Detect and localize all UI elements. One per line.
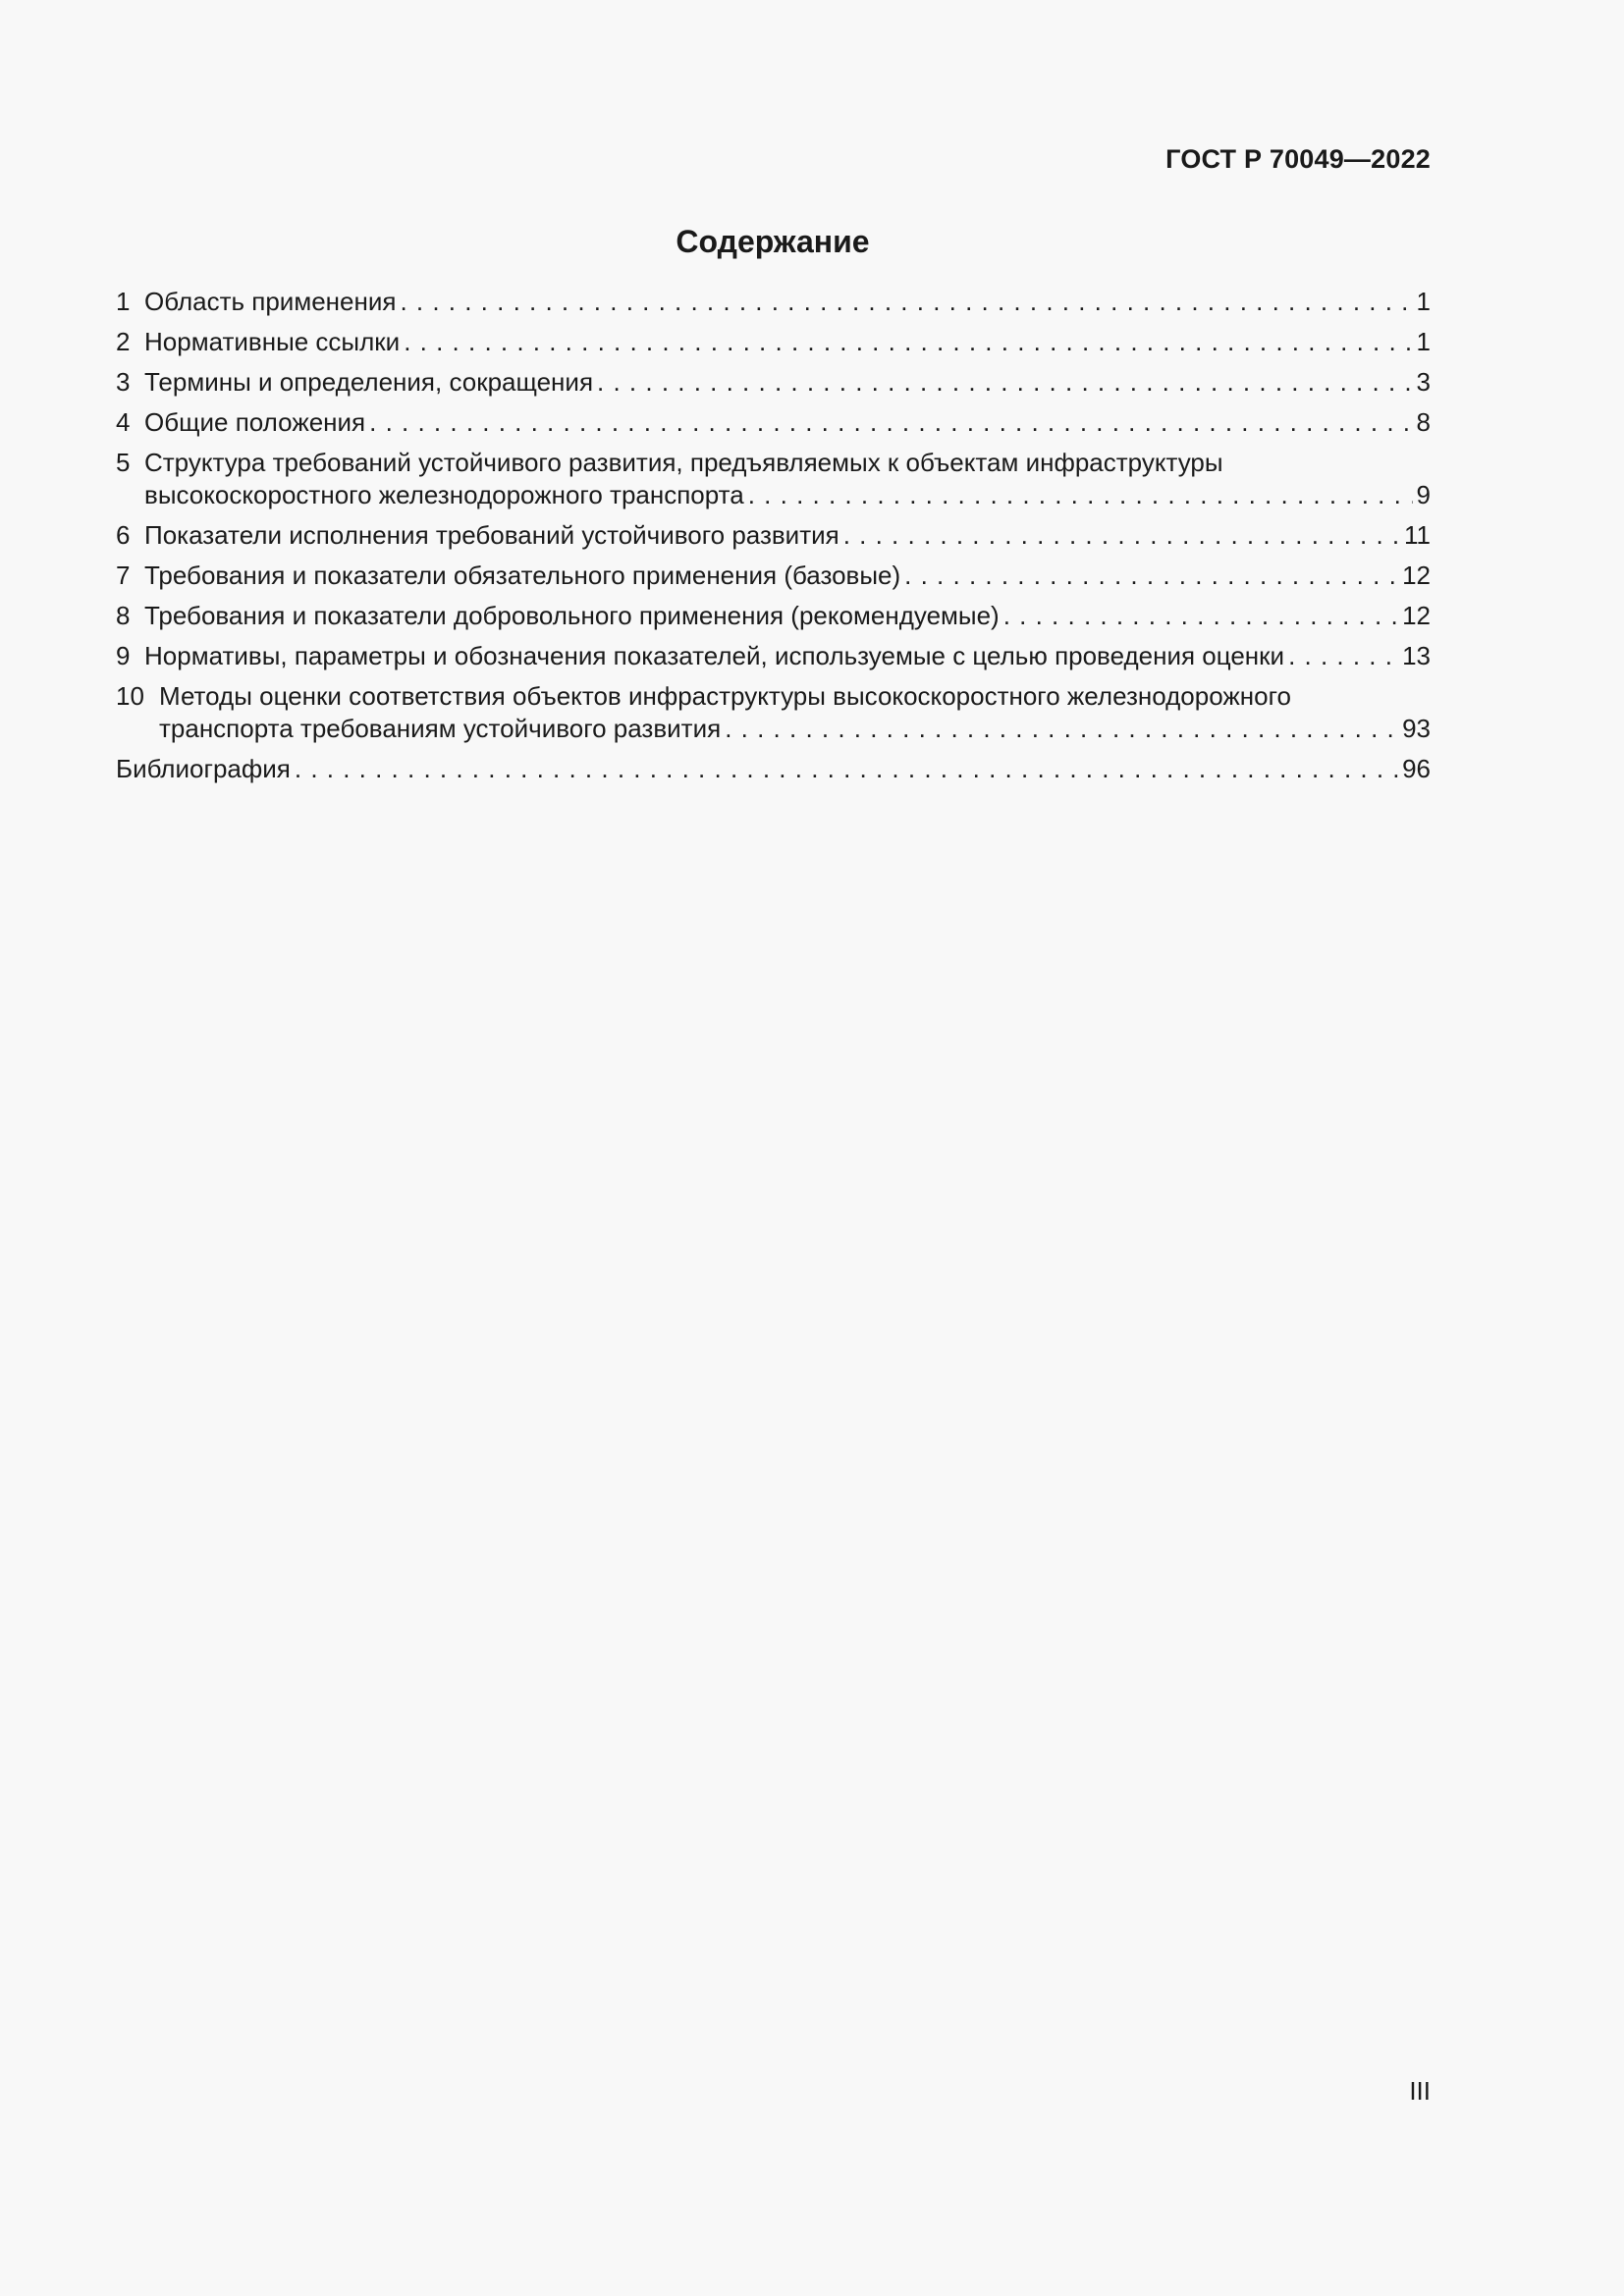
toc-entry[interactable] — [116, 680, 1431, 745]
dot-leader — [400, 286, 1412, 318]
table-of-contents — [116, 286, 1431, 793]
toc-entry-number: 3 — [116, 367, 131, 397]
toc-entry-page: 1 — [1416, 327, 1431, 356]
toc-title: Содержание — [676, 224, 870, 259]
toc-entry[interactable] — [116, 286, 1431, 318]
toc-entry[interactable] — [116, 753, 1431, 785]
toc-entry-number: 9 — [116, 641, 131, 670]
toc-entry-title: Показатели исполнения требований устойчивого развития — [144, 520, 839, 550]
toc-entry-number: 2 — [116, 327, 131, 356]
toc-entry-title: Требования и показатели обязательного применения (базовые) — [144, 561, 901, 590]
dot-leader — [1003, 600, 1398, 632]
toc-entry[interactable] — [116, 560, 1431, 592]
dot-leader — [597, 366, 1413, 399]
toc-entry-title: Требования и показатели добровольного применения (рекомендуемые) — [144, 601, 1000, 630]
dot-leader — [748, 479, 1413, 511]
toc-entry-number: 5 — [116, 448, 131, 477]
dot-leader — [904, 560, 1398, 592]
toc-entry-number: 10 — [116, 681, 144, 711]
toc-entry[interactable] — [116, 519, 1431, 552]
toc-entry-title: Термины и определения, сокращения — [144, 367, 594, 397]
toc-entry-number: 7 — [116, 561, 131, 590]
dot-leader — [843, 519, 1400, 552]
toc-entry-page: 11 — [1404, 520, 1431, 550]
toc-entry-page: 1 — [1416, 287, 1431, 316]
dot-leader — [295, 753, 1398, 785]
toc-entry-title: Область применения — [144, 287, 397, 316]
toc-entry-title: Нормативные ссылки — [144, 327, 401, 356]
toc-entry[interactable] — [116, 366, 1431, 399]
toc-entry-number: 8 — [116, 601, 131, 630]
toc-entry-page: 3 — [1416, 367, 1431, 397]
document-id: ГОСТ Р 70049—2022 — [1165, 144, 1431, 174]
toc-entry[interactable] — [116, 447, 1431, 511]
toc-entry[interactable] — [116, 640, 1431, 672]
toc-entry-title: Структура требований устойчивого развития, предъявляемых к объектам инфраструктуры — [144, 448, 1223, 477]
toc-entry[interactable] — [116, 406, 1431, 439]
toc-entry-number: 4 — [116, 407, 131, 437]
toc-entry[interactable] — [116, 600, 1431, 632]
dot-leader — [1288, 640, 1398, 672]
toc-entry-title: Нормативы, параметры и обозначения показателей, используемые с целью проведения оценки — [144, 641, 1285, 670]
toc-entry-page: 12 — [1402, 561, 1431, 590]
toc-entry[interactable] — [116, 326, 1431, 358]
toc-entry-title-continued: транспорта требованиям устойчивого развития — [159, 714, 722, 743]
toc-entry-page: 9 — [1416, 480, 1431, 509]
toc-entry-number: 1 — [116, 287, 131, 316]
toc-entry-title: Общие положения — [144, 407, 366, 437]
toc-entry-title: Библиография — [116, 754, 291, 783]
toc-entry-page: 8 — [1416, 407, 1431, 437]
toc-entry-title: Методы оценки соответствия объектов инфраструктуры высокоскоростного железнодорожного — [159, 681, 1291, 711]
toc-entry-page: 13 — [1402, 641, 1431, 670]
dot-leader — [369, 406, 1412, 439]
dot-leader — [404, 326, 1412, 358]
toc-entry-title-continued: высокоскоростного железнодорожного транспорта — [144, 480, 744, 509]
toc-entry-number: 6 — [116, 520, 131, 550]
toc-entry-page: 96 — [1402, 754, 1431, 783]
toc-entry-page: 93 — [1402, 714, 1431, 743]
toc-entry-page: 12 — [1402, 601, 1431, 630]
page-number: III — [1409, 2076, 1431, 2106]
dot-leader — [725, 713, 1398, 745]
